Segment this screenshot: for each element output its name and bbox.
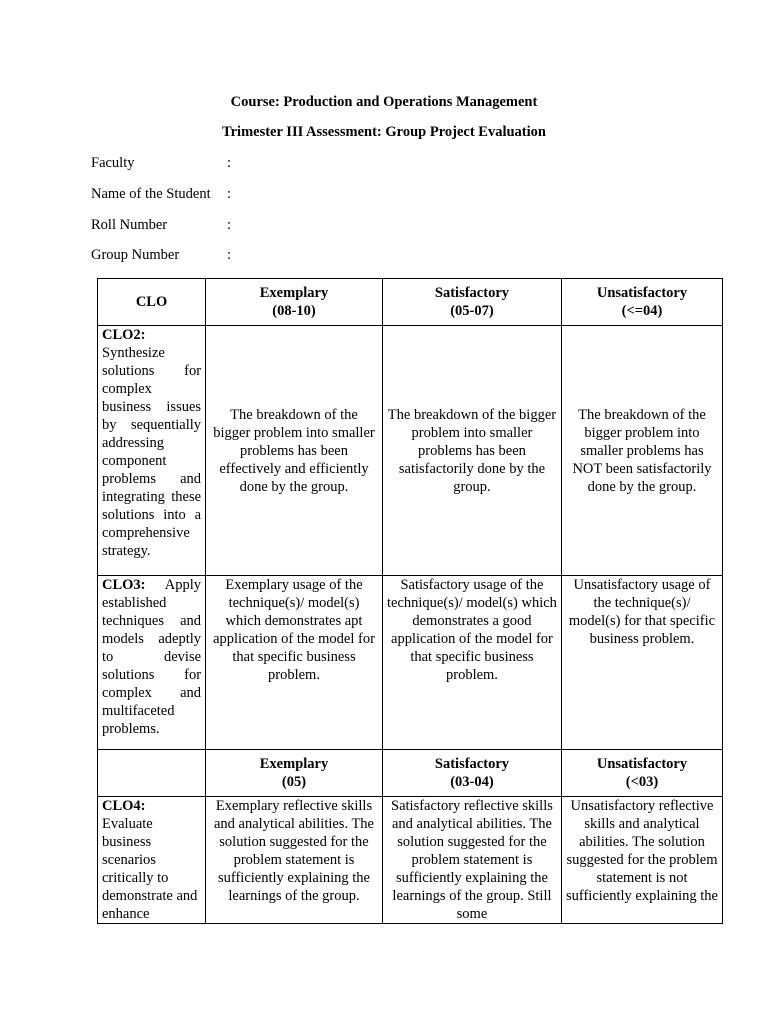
clo4-satisfactory: Satisfactory reflective skills and analytical abilities. The solution suggested for the problem statement is sufficiently explaining the learnings of the group. Still some bbox=[382, 797, 561, 924]
field-student-name bbox=[91, 186, 231, 203]
field-faculty bbox=[91, 155, 231, 172]
header-unsatisfactory-range: (<=04) bbox=[621, 303, 663, 319]
header-satisfactory bbox=[382, 279, 561, 326]
subheader-unsatisfactory bbox=[561, 750, 722, 797]
clo4-description: Evaluate business scenarios critically to demonstrate and enhance bbox=[102, 816, 198, 922]
header-unsatisfactory-label: Unsatisfactory bbox=[596, 285, 688, 301]
field-label: Group Number bbox=[91, 247, 180, 263]
header-unsatisfactory bbox=[561, 279, 722, 326]
subheader-unsatisfactory-range: (<03) bbox=[625, 774, 659, 790]
field-colon: : bbox=[227, 186, 232, 202]
field-colon: : bbox=[227, 247, 232, 263]
field-group-number bbox=[91, 247, 231, 264]
field-label: Roll Number bbox=[91, 217, 168, 233]
header-exemplary-label: Exemplary bbox=[259, 285, 329, 301]
clo4-exemplary: Exemplary reflective skills and analytical abilities. The solution suggested for the problem statement is sufficiently explaining the learnings of the group. bbox=[206, 797, 383, 924]
clo3-satisfactory: Satisfactory usage of the technique(s)/ model(s) which demonstrates a good application of the model for that specific business problem. bbox=[382, 576, 561, 750]
clo4-code: CLO4: bbox=[102, 798, 146, 814]
table-header-row bbox=[98, 279, 723, 326]
clo4-cell bbox=[98, 797, 206, 924]
header-exemplary-range: (08-10) bbox=[272, 303, 316, 319]
course-title: Course: Production and Operations Management bbox=[230, 94, 538, 110]
clo3-description: Apply established techniques and models adeptly to devise solutions for complex and multifaceted problems. bbox=[102, 577, 202, 737]
table-row-clo4 bbox=[98, 797, 723, 924]
table-row-clo2 bbox=[98, 326, 723, 576]
rubric-table bbox=[97, 278, 723, 924]
table-row-clo3 bbox=[98, 576, 723, 750]
clo3-exemplary: Exemplary usage of the technique(s)/ model(s) which demonstrates apt application of the model for that specific business problem. bbox=[206, 576, 383, 750]
field-label: Faculty bbox=[91, 155, 135, 171]
header-satisfactory-label: Satisfactory bbox=[434, 285, 509, 301]
field-colon: : bbox=[227, 155, 232, 171]
subheader-satisfactory-range: (03-04) bbox=[450, 774, 494, 790]
subheader-exemplary bbox=[206, 750, 383, 797]
clo3-cell bbox=[98, 576, 206, 750]
subheader-satisfactory-label: Satisfactory bbox=[434, 756, 509, 772]
subheader-satisfactory bbox=[382, 750, 561, 797]
subheader-empty-cell bbox=[98, 750, 206, 797]
clo2-cell bbox=[98, 326, 206, 576]
clo2-exemplary: The breakdown of the bigger problem into smaller problems has been effectively and efficiently done by the group. bbox=[206, 326, 383, 576]
table-subheader-row bbox=[98, 750, 723, 797]
subheader-exemplary-label: Exemplary bbox=[259, 756, 329, 772]
field-label: Name of the Student bbox=[91, 186, 211, 202]
subheader-exemplary-range: (05) bbox=[281, 774, 307, 790]
field-roll-number bbox=[91, 217, 231, 234]
header-clo: CLO bbox=[98, 279, 206, 326]
clo2-satisfactory: The breakdown of the bigger problem into smaller problems has been satisfactorily done by the group. bbox=[382, 326, 561, 576]
clo2-unsatisfactory: The breakdown of the bigger problem into smaller problems has NOT been satisfactorily done by the group. bbox=[561, 326, 722, 576]
clo4-unsatisfactory: Unsatisfactory reflective skills and analytical abilities. The solution suggested for the problem statement is not sufficiently explaining the bbox=[561, 797, 722, 924]
clo3-unsatisfactory: Unsatisfactory usage of the technique(s)/ model(s) for that specific business problem. bbox=[561, 576, 722, 750]
header-satisfactory-range: (05-07) bbox=[450, 303, 494, 319]
clo2-code: CLO2: bbox=[102, 327, 146, 343]
subheader-unsatisfactory-label: Unsatisfactory bbox=[596, 756, 688, 772]
clo2-description: Synthesize solutions for complex business issues by sequentially addressing component problems and integrating these solutions into a comprehensive strategy. bbox=[102, 345, 202, 559]
assessment-title: Trimester III Assessment: Group Project Evaluation bbox=[222, 124, 546, 140]
field-colon: : bbox=[227, 217, 232, 233]
clo3-code: CLO3: bbox=[102, 577, 146, 593]
header-exemplary bbox=[206, 279, 383, 326]
